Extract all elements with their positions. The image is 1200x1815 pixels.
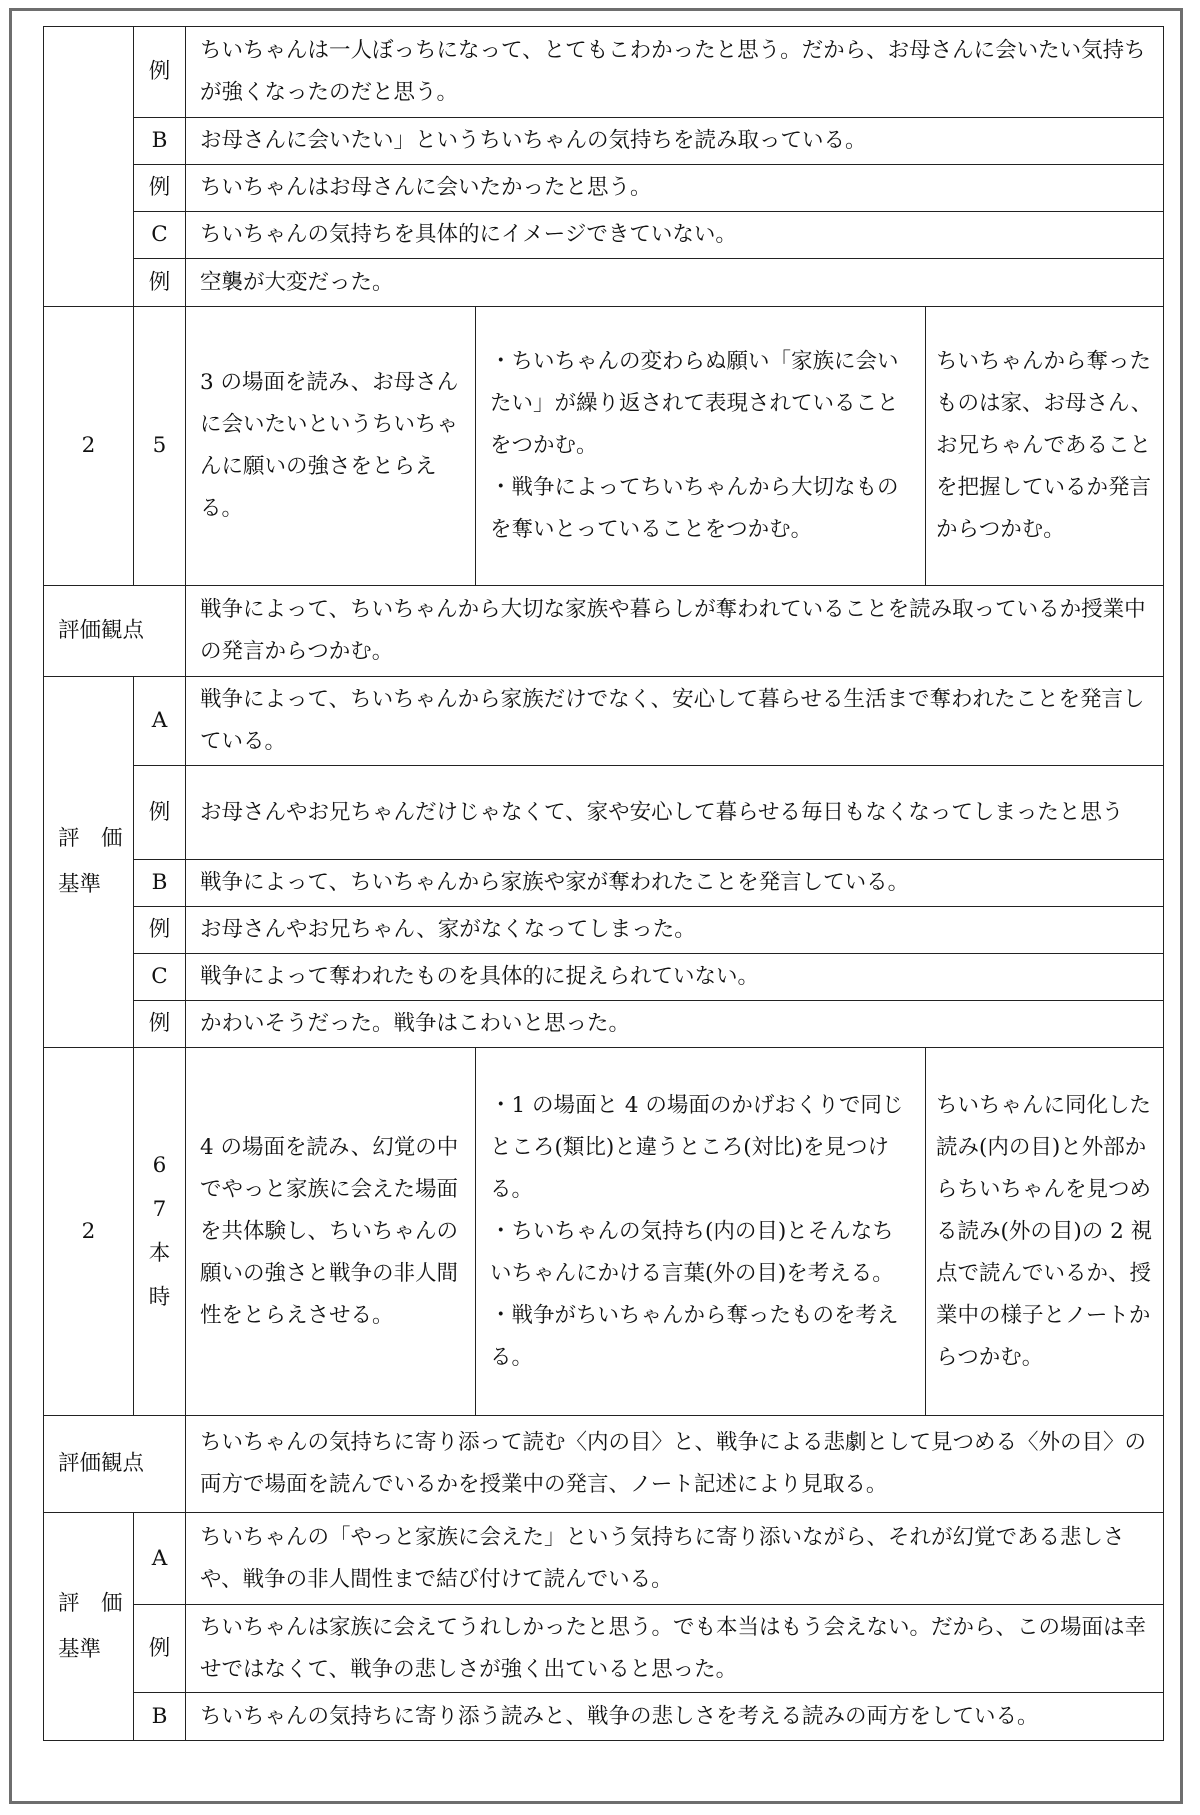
viewpoint-row: [44, 586, 1164, 677]
criteria-row: [44, 1605, 1164, 1693]
row-label: C: [134, 212, 186, 259]
viewpoint-text: 戦争によって、ちいちゃんから大切な家族や暮らしが奪われていることを読み取っているか授業中の発言からつかむ。: [186, 586, 1164, 677]
criteria-label: [44, 677, 134, 1048]
criteria-grade: 例: [134, 766, 186, 860]
lesson-evaluation: ちいちゃんから奪ったものは家、お母さん、お兄ちゃんであることを把握しているか発言からつかむ。: [926, 307, 1164, 586]
viewpoint-label: 評価観点: [44, 586, 186, 677]
criteria-text: お母さんやお兄ちゃんだけじゃなくて、家や安心して暮らせる毎日もなくなってしまったと思う: [186, 766, 1164, 860]
criteria-row: [44, 907, 1164, 954]
criteria-grade: 例: [134, 1605, 186, 1693]
empty-cell: [44, 27, 134, 307]
activity-item: ・ちいちゃんの気持ち(内の目)とそんなちいちゃんにかける言葉(外の目)を考える。: [490, 1218, 894, 1286]
row-text: ちいちゃんは一人ぼっちになって、とてもこわかったと思う。だから、お母さんに会いたい気持ちが強くなったのだと思う。: [186, 27, 1164, 118]
table-row: [44, 27, 1164, 118]
row-text: ちいちゃんはお母さんに会いたかったと思う。: [186, 165, 1164, 212]
viewpoint-row: [44, 1416, 1164, 1513]
criteria-label-line: 評 価: [58, 1590, 123, 1616]
criteria-grade: A: [134, 677, 186, 766]
row-label: 例: [134, 165, 186, 212]
criteria-row: [44, 1513, 1164, 1605]
viewpoint-text: ちいちゃんの気持ちに寄り添って読む〈内の目〉と、戦争による悲劇として見つめる〈外の目〉の両方で場面を読んでいるかを授業中の発言、ノート記述により見取る。: [186, 1416, 1164, 1513]
criteria-grade: C: [134, 954, 186, 1001]
row-label: 例: [134, 259, 186, 307]
criteria-row: [44, 1693, 1164, 1741]
lesson-row: [44, 307, 1164, 586]
viewpoint-label: 評価観点: [44, 1416, 186, 1513]
lesson-period-line: 6: [152, 1152, 167, 1178]
criteria-row: [44, 1001, 1164, 1048]
lesson-period: [134, 1048, 186, 1416]
table-row: [44, 259, 1164, 307]
criteria-grade: 例: [134, 907, 186, 954]
criteria-grade: B: [134, 860, 186, 907]
criteria-text: ちいちゃんの「やっと家族に会えた」という気持ちに寄り添いながら、それが幻覚である悲しさや、戦争の非人間性まで結び付けて読んでいる。: [186, 1513, 1164, 1605]
criteria-grade: B: [134, 1693, 186, 1741]
criteria-text: ちいちゃんは家族に会えてうれしかったと思う。でも本当はもう会えない。だから、この場面は幸せではなくて、戦争の悲しさが強く出ていると思った。: [186, 1605, 1164, 1693]
lesson-activities: [476, 1048, 926, 1416]
lesson-evaluation: ちいちゃんに同化した読み(内の目)と外部からちいちゃんを見つめる読み(外の目)の 2 視点で読んでいるか、授業中の様子とノートからつかむ。: [926, 1048, 1164, 1416]
criteria-grade: 例: [134, 1001, 186, 1048]
lesson-period: 5: [134, 307, 186, 586]
lesson-goal: 3 の場面を読み、お母さんに会いたいというちいちゃんに願いの強さをとらえる。: [186, 307, 476, 586]
lesson-goal: 4 の場面を読み、幻覚の中でやっと家族に会えた場面を共体験し、ちいちゃんの願いの強さと戦争の非人間性をとらえさせる。: [186, 1048, 476, 1416]
row-text: 空襲が大変だった。: [186, 259, 1164, 307]
criteria-text: かわいそうだった。戦争はこわいと思った。: [186, 1001, 1164, 1048]
row-text: ちいちゃんの気持ちを具体的にイメージできていない。: [186, 212, 1164, 259]
lesson-number: 2: [44, 307, 134, 586]
criteria-row: [44, 677, 1164, 766]
lesson-row: [44, 1048, 1164, 1416]
criteria-text: 戦争によって、ちいちゃんから家族だけでなく、安心して暮らせる生活まで奪われたことを発言している。: [186, 677, 1164, 766]
lesson-activities: [476, 307, 926, 586]
criteria-grade: A: [134, 1513, 186, 1605]
criteria-text: ちいちゃんの気持ちに寄り添う読みと、戦争の悲しさを考える読みの両方をしている。: [186, 1693, 1164, 1741]
criteria-text: 戦争によって奪われたものを具体的に捉えられていない。: [186, 954, 1164, 1001]
lesson-period-line: 7: [152, 1196, 167, 1222]
criteria-row: [44, 860, 1164, 907]
criteria-text: お母さんやお兄ちゃん、家がなくなってしまった。: [186, 907, 1164, 954]
criteria-text: 戦争によって、ちいちゃんから家族や家が奪われたことを発言している。: [186, 860, 1164, 907]
criteria-label: [44, 1513, 134, 1741]
row-text: お母さんに会いたい」というちいちゃんの気持ちを読み取っている。: [186, 118, 1164, 165]
criteria-label-line: 基準: [58, 1636, 102, 1662]
criteria-row: [44, 954, 1164, 1001]
activity-item: ・ちいちゃんの変わらぬ願い「家族に会いたい」が繰り返されて表現されていることをつかむ。: [490, 349, 899, 458]
lesson-number: 2: [44, 1048, 134, 1416]
table-row: [44, 118, 1164, 165]
activity-item: ・1 の場面と 4 の場面のかげおくりで同じところ(類比)と違うところ(対比)を見つける。: [490, 1092, 904, 1202]
lesson-plan-table: [43, 26, 1164, 1741]
lesson-period-line: 本: [148, 1240, 171, 1266]
activity-item: ・戦争によってちいちゃんから大切なものを奪いとっていることをつかむ。: [490, 475, 899, 542]
lesson-period-line: 時: [148, 1284, 171, 1310]
criteria-label-line: 基準: [58, 872, 102, 897]
criteria-label-line: 評 価: [58, 826, 123, 851]
activity-item: ・戦争がちいちゃんから奪ったものを考える。: [490, 1302, 899, 1370]
table-row: [44, 212, 1164, 259]
row-label: 例: [134, 27, 186, 118]
table-row: [44, 165, 1164, 212]
criteria-row: [44, 766, 1164, 860]
row-label: B: [134, 118, 186, 165]
